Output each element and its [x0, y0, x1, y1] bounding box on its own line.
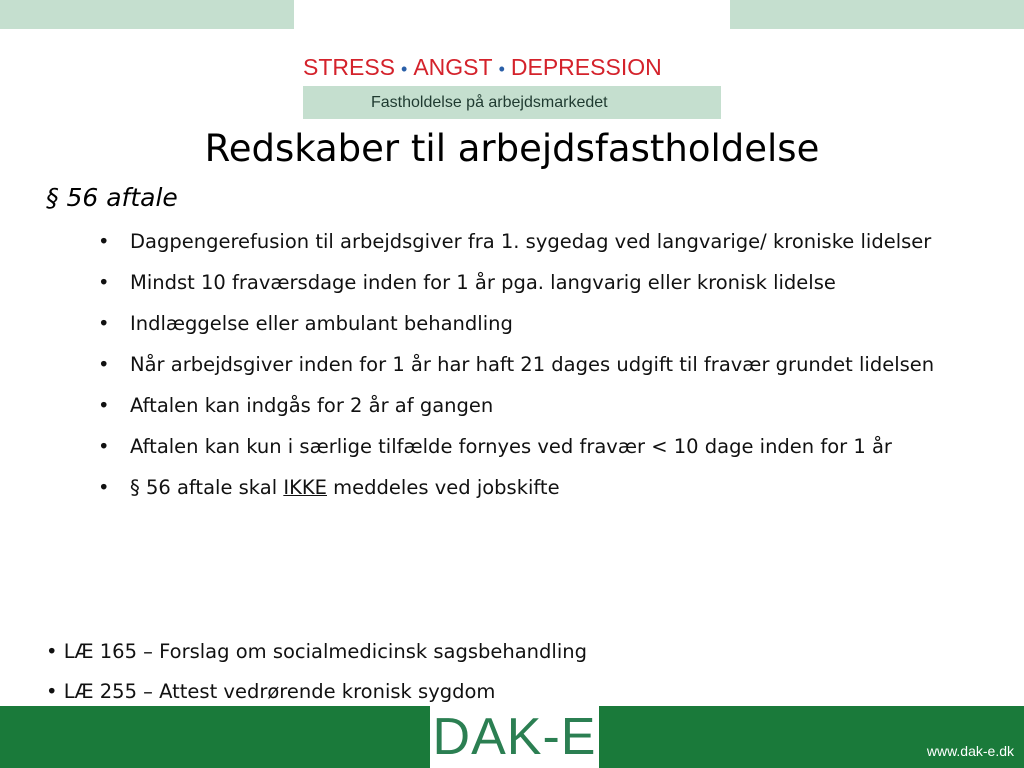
- bullet-text-after: meddeles ved jobskifte: [326, 476, 560, 499]
- bullet-text: Når arbejdsgiver inden for 1 år har haft 21 dages udgift til fravær grundet lidelsen: [130, 353, 935, 376]
- logo-word-depression: DEPRESSION: [510, 54, 662, 80]
- top-decor-band-left: [0, 0, 294, 29]
- dake-logo: [430, 706, 599, 768]
- slide-title: Redskaber til arbejdsfastholdelse: [204, 127, 820, 170]
- bullet-item: [98, 474, 978, 501]
- logo-word-angst: ANGST: [413, 54, 493, 80]
- bullet-item: [98, 228, 978, 255]
- logo-subtitle: Fastholdelse på arbejdsmarkedet: [303, 86, 721, 119]
- bullet-text: Aftalen kan kun i særlige tilfælde fornyes ved fravær < 10 dage inden for 1 år: [130, 435, 892, 458]
- top-decor-band-right: [730, 0, 1024, 29]
- bullet-item: [98, 433, 978, 460]
- emphasis-ikke: IKKE: [283, 476, 327, 499]
- bullet-text: Mindst 10 fraværsdage inden for 1 år pga. langvarig eller kronisk lidelse: [130, 271, 836, 294]
- bullet-list: [98, 228, 978, 515]
- bullet-marker: •: [98, 230, 110, 253]
- bullet-marker: •: [98, 353, 110, 376]
- bullet-item: [98, 392, 978, 419]
- logo-separator-dot: •: [401, 59, 408, 79]
- stress-angst-depression-logo: [303, 54, 721, 119]
- bullet-marker: •: [98, 271, 110, 294]
- footer-url: www.dak-e.dk: [926, 743, 1014, 759]
- logo-separator-dot: •: [498, 59, 505, 79]
- logo-word-stress: STRESS: [303, 54, 396, 80]
- reference-item-lae165: • LÆ 165 – Forslag om socialmedicinsk sagsbehandling: [46, 640, 587, 663]
- bullet-marker: •: [98, 435, 110, 458]
- bullet-text: Dagpengerefusion til arbejdsgiver fra 1. sygedag ved langvarige/ kroniske lidelser: [130, 230, 932, 253]
- bullet-text: Aftalen kan indgås for 2 år af gangen: [130, 394, 494, 417]
- section-heading: § 56 aftale: [46, 183, 178, 212]
- bullet-text: Indlæggelse eller ambulant behandling: [130, 312, 513, 335]
- bullet-item: [98, 351, 978, 378]
- bullet-text-before: § 56 aftale skal: [130, 476, 284, 499]
- bullet-marker: •: [98, 476, 110, 499]
- reference-item-lae255: • LÆ 255 – Attest vedrørende kronisk sygdom: [46, 680, 496, 703]
- bullet-item: [98, 269, 978, 296]
- bullet-marker: •: [98, 312, 110, 335]
- bullet-marker: •: [98, 394, 110, 417]
- bullet-item: [98, 310, 978, 337]
- logo-title-line: [303, 54, 721, 82]
- dake-logo-text: DAK-E: [432, 708, 597, 766]
